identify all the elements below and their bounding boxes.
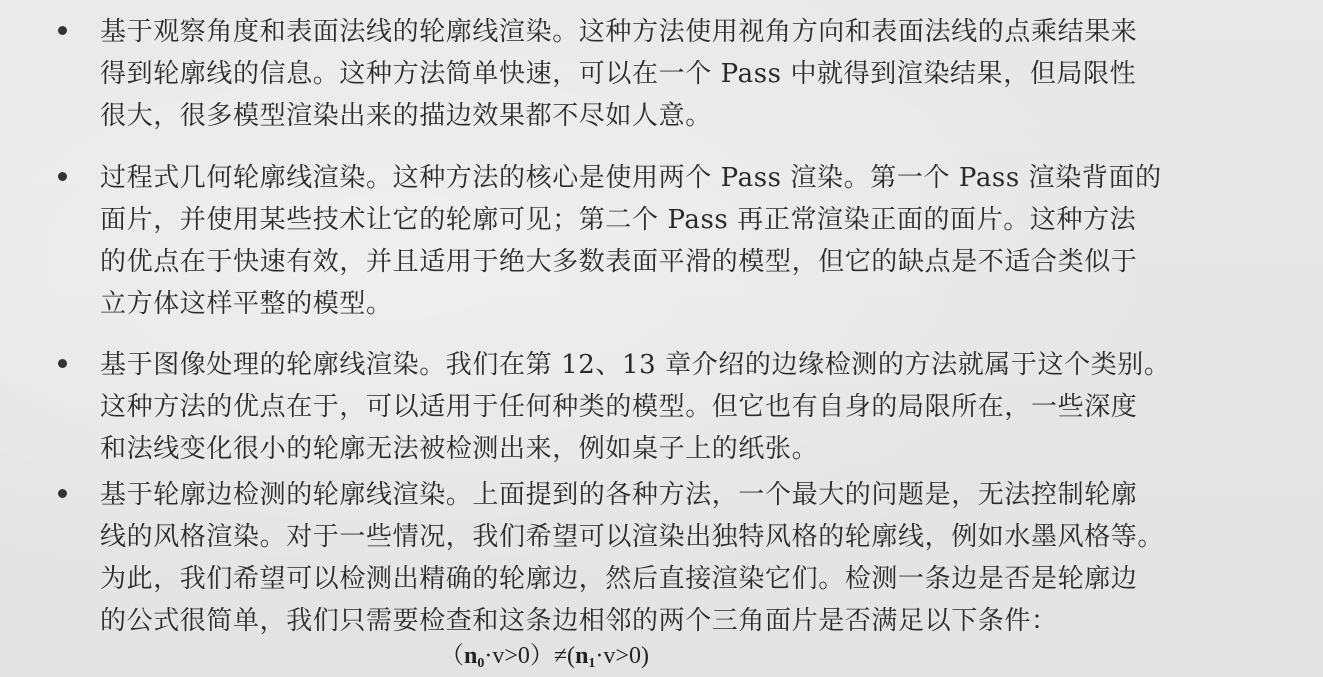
text-line: 过程式几何轮廓线渲染。这种方法的核心是使用两个 Pass 渲染。第一个 Pass 渲染背面的 xyxy=(100,163,1162,193)
formula-n1: n xyxy=(575,643,589,669)
text-line: 的优点在于快速有效，并且适用于绝大多数表面平滑的模型，但它的缺点是不适合类似于 xyxy=(100,247,1138,277)
text-line: 和法线变化很小的轮廓无法被检测出来，例如桌子上的纸张。 xyxy=(100,434,819,464)
text-line: 得到轮廓线的信息。这种方法简单快速，可以在一个 Pass 中就得到渲染结果，但局限性 xyxy=(100,59,1137,89)
text-line: 基于图像处理的轮廓线渲染。我们在第 12、13 章介绍的边缘检测的方法就属于这个类别。 xyxy=(100,350,1171,380)
text-line: 立方体这样平整的模型。 xyxy=(100,289,393,319)
formula-sub0: 0 xyxy=(477,656,485,671)
text-line: 基于轮廓边检测的轮廓线渲染。上面提到的各种方法，一个最大的问题是，无法控制轮廓 xyxy=(100,480,1138,510)
text-line: 线的风格渲染。对于一些情况，我们希望可以渲染出独特风格的轮廓线，例如水墨风格等。 xyxy=(100,522,1165,552)
bullet-icon xyxy=(58,489,67,498)
text-line: 这种方法的优点在于，可以适用于任何种类的模型。但它也有自身的局限所在，一些深度 xyxy=(100,392,1138,422)
bullet-icon xyxy=(58,172,67,181)
text-line: 很大，很多模型渲染出来的描边效果都不尽如人意。 xyxy=(100,101,712,131)
formula-mid1: ·v>0）≠( xyxy=(484,643,576,669)
bullet-icon xyxy=(58,359,67,368)
text-line: 基于观察角度和表面法线的轮廓线渲染。这种方法使用视角方向和表面法线的点乘结果来 xyxy=(100,17,1138,47)
formula-open: （ xyxy=(440,643,464,669)
bullet-icon xyxy=(58,26,67,35)
formula-n0: n xyxy=(464,643,478,669)
formula xyxy=(440,638,649,674)
text-line: 面片，并使用某些技术让它的轮廓可见；第二个 Pass 再正常渲染正面的面片。这种方法 xyxy=(100,205,1137,235)
text-line: 为此，我们希望可以检测出精确的轮廓边，然后直接渲染它们。检测一条边是否是轮廓边 xyxy=(100,564,1138,594)
text-line: 的公式很简单，我们只需要检查和这条边相邻的两个三角面片是否满足以下条件： xyxy=(100,606,1058,636)
formula-sub1: 1 xyxy=(588,656,596,671)
formula-mid2: ·v>0) xyxy=(595,643,649,669)
